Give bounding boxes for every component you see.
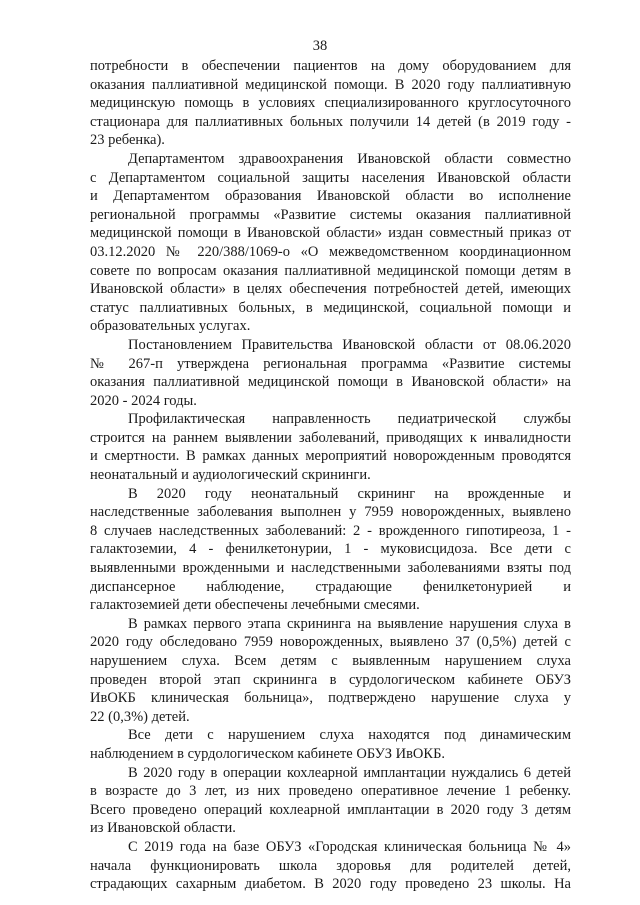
- text-line: диспансерное наблюдение, страдающие фенилкетонурией и: [90, 578, 571, 595]
- text-line: оказания паллиативной медицинской помощи в Ивановской области» на: [90, 374, 571, 391]
- text-line: стационара для паллиативных больных получили 14 детей (в 2019 году -: [90, 113, 571, 130]
- paragraph: [90, 485, 571, 615]
- text-line: 2020 году обследовано 7959 новорожденных, выявлено 37 (0,5%) детей с: [90, 634, 571, 651]
- text-line: начала функционировать школа здоровья для родителей детей,: [90, 857, 571, 874]
- text-line: и Департаментом образования Ивановской области во исполнение: [90, 188, 571, 205]
- text-line: в возрасте до 3 лет, из них проведено оперативное лечение 1 ребенку.: [90, 783, 571, 800]
- text-line: Ивановской области» в целях обеспечения потребностей детей, имеющих: [90, 281, 571, 298]
- paragraph: [90, 764, 571, 838]
- text-line: с Департаментом социальной защиты населения Ивановской области: [90, 169, 571, 186]
- text-line: наследственные заболевания выполнен у 7959 новорожденных, выявлено: [90, 504, 571, 521]
- text-line: ИвОКБ клиническая больница», подтверждено нарушение слуха у: [90, 690, 571, 707]
- text-line: образовательных услугах.: [90, 318, 251, 335]
- text-line: галактоземии, 4 - фенилкетонурии, 1 - муковисцидоза. Все дети с: [90, 541, 571, 558]
- text-line: неонатальный и аудиологический скрининги.: [90, 467, 371, 484]
- text-line: потребности в обеспечении пациентов на дому оборудованием для: [90, 58, 571, 74]
- text-line: 23 ребенка).: [90, 132, 165, 149]
- text-line: страдающих сахарным диабетом. В 2020 году проведено 23 школы. На: [90, 876, 571, 893]
- paragraph: [90, 336, 571, 410]
- text-line: наблюдением в сурдологическом кабинете ОБУЗ ИвОКБ.: [90, 745, 446, 762]
- text-line: № 267-п утверждена региональная программа «Развитие системы: [90, 355, 571, 372]
- text-line: 8 случаев наследственных заболеваний: 2 - врожденного гипотиреоза, 1 -: [90, 522, 571, 539]
- text-line: Департаментом здравоохранения Ивановской области совместно: [128, 150, 571, 167]
- text-line: 2020 - 2024 годы.: [90, 392, 197, 409]
- text-line: совете по вопросам оказания паллиативной медицинской помощи детям в: [90, 262, 571, 279]
- page-number: 38: [312, 38, 328, 54]
- text-line: из Ивановской области.: [90, 820, 236, 837]
- text-line: 03.12.2020 № 220/388/1069-о «О межведомственном координационном: [90, 243, 571, 260]
- text-line: нарушением слуха. Всем детям с выявленным нарушением слуха: [90, 653, 571, 669]
- paragraph: [90, 615, 571, 727]
- text-line: Все дети с нарушением слуха находятся под динамическим: [128, 727, 571, 744]
- paragraph: [90, 726, 571, 763]
- text-line: С 2019 года на базе ОБУЗ «Городская клиническая больница № 4»: [128, 838, 571, 855]
- paragraph: [90, 57, 571, 150]
- text-line: оказания паллиативной медицинской помощи. В 2020 году паллиативную: [90, 76, 571, 93]
- text-line: В 2020 году неонатальный скрининг на врожденные и: [128, 485, 571, 502]
- text-line: Всего проведено операций кохлеарной имплантации в 2020 году 3 детям: [90, 801, 571, 818]
- document-body: [90, 57, 571, 894]
- text-line: региональной программы «Развитие системы оказания паллиативной: [90, 206, 571, 223]
- text-line: медицинскую помощь в условиях специализированного круглосуточного: [90, 95, 571, 112]
- text-line: медицинской помощи в Ивановской области» издан совместный приказ от: [90, 225, 571, 242]
- text-line: В 2020 году в операции кохлеарной имплантации нуждались 6 детей: [128, 764, 571, 781]
- paragraph: [90, 150, 571, 336]
- text-line: 22 (0,3%) детей.: [90, 708, 190, 725]
- text-line: выявленными врожденными и наследственными заболеваниями взяты под: [90, 560, 571, 577]
- paragraph: [90, 410, 571, 484]
- text-line: галактоземией дети обеспечены лечебными смесями.: [90, 597, 420, 614]
- text-line: статус паллиативных больных, в медицинской, социальной помощи и: [90, 299, 571, 316]
- paragraph: [90, 838, 571, 894]
- text-line: Постановлением Правительства Ивановской области от 08.06.2020: [128, 336, 571, 353]
- text-line: Профилактическая направленность педиатрической службы: [128, 411, 571, 428]
- text-line: строится на раннем выявлении заболеваний, приводящих к инвалидности: [90, 429, 571, 446]
- text-line: В рамках первого этапа скрининга на выявление нарушения слуха в: [128, 615, 571, 632]
- text-line: и смертности. В рамках данных мероприятий новорожденным проводятся: [90, 448, 571, 465]
- text-line: проведен второй этап скрининга в сурдологическом кабинете ОБУЗ: [90, 671, 571, 688]
